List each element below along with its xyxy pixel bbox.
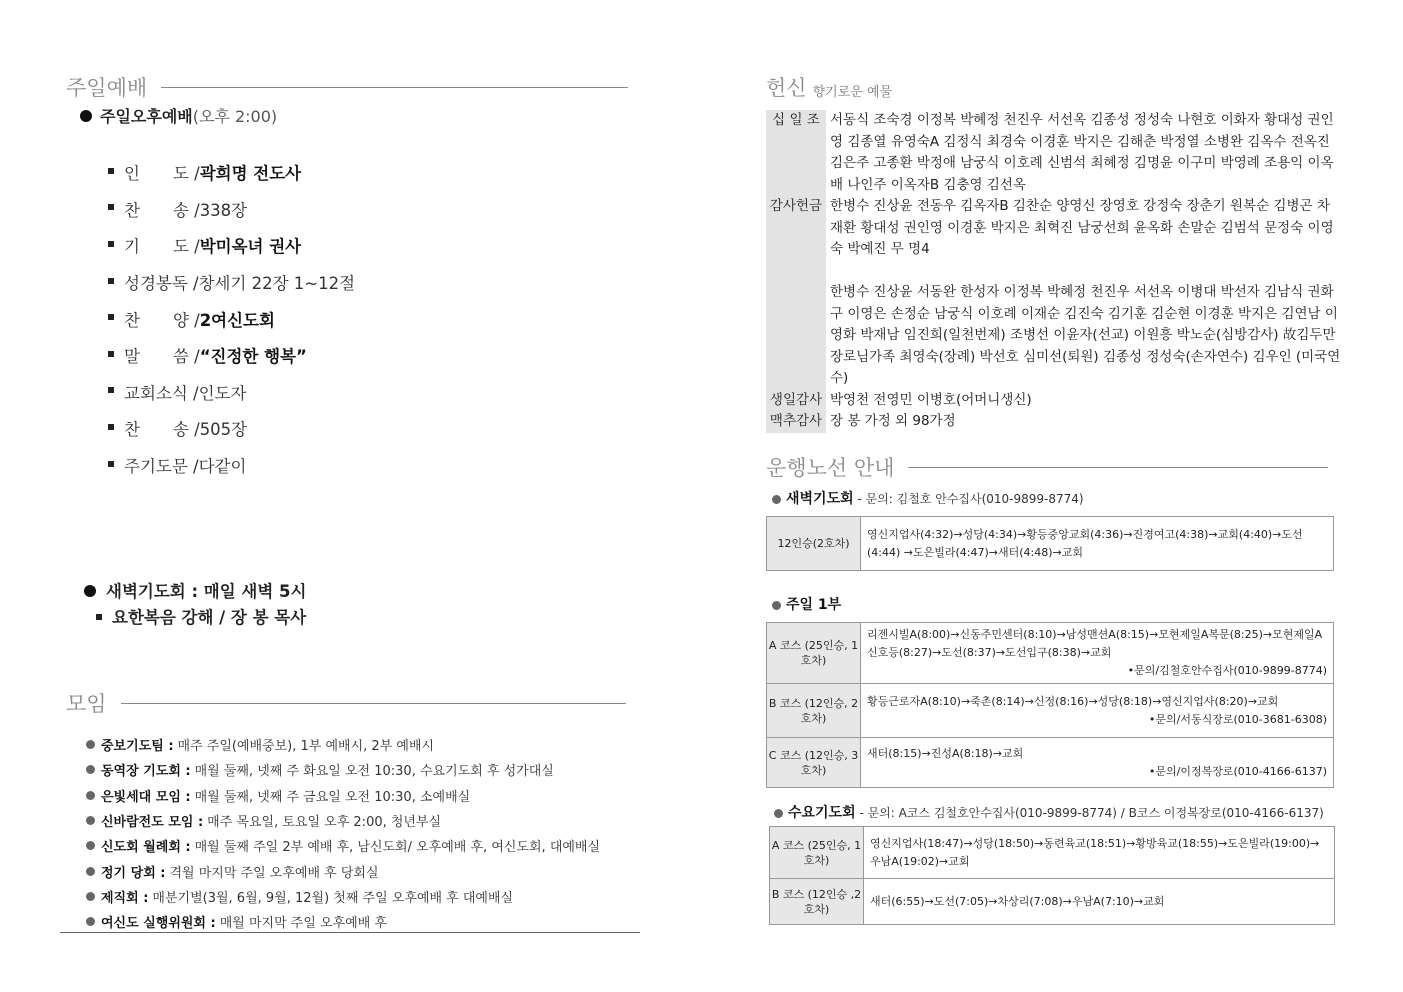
meeting-name: 정기 당회 : [101,865,166,881]
offering-row [766,110,1341,196]
route-course: 12인승(2호차) [767,517,861,571]
service-order-item [108,264,355,301]
meeting-item [86,833,600,858]
route-contact: •문의/이정복장로(010-4166-6137) [1148,764,1327,778]
route-dawn-contact: - 문의: 김철호 안수집사(010-9899-8774) [853,492,1084,506]
offering-names [826,261,1341,283]
dawn-prayer-text: 새벽기도회 : 매일 새벽 5시 [106,582,307,601]
bullet-dot-icon [772,495,781,504]
offering-heading-text: 헌신 [766,76,807,100]
page-bottom-rule [60,932,640,933]
meetings-heading-text: 모임 [66,692,107,716]
service-order-item [108,300,355,337]
bullet-square-icon [108,387,114,393]
meeting-name: 동역장 기도회 : [101,764,191,780]
meeting-detail: 매주 주일(예배중보), 1부 예배시, 2부 예배시 [177,739,435,755]
service-order-value: 박미옥녀 권사 [199,237,302,257]
service-order-value: 창세기 22장 1~12절 [198,274,356,294]
route-path-cell [861,517,1334,571]
service-title [80,104,277,127]
route-course: C 코스 (12인승, 3호차) [767,738,861,788]
offering-heading [766,72,921,102]
route-path-cell [861,738,1334,788]
offering-names: 장 봉 가정 외 98가정 [830,413,956,429]
bullet-square-icon [108,241,114,247]
route-course: B 코스 (12인승, 2호차) [767,684,861,738]
bullet-dot-icon [86,892,95,901]
service-time: (오후 2:00) [192,107,278,126]
route-path-cell [861,684,1334,738]
service-order-item [108,374,355,411]
route-path-cell [864,879,1335,925]
route-course: A 코스 (25인승, 1호차) [770,827,864,879]
route-course: B 코스 (12인승 ,2호차) [770,879,864,925]
offering-names: 서동식 조숙경 이정복 박혜정 천진우 서선옥 김종성 정성숙 나현호 이화자 황대성 권인영 김종열 유영숙A 김정식 최경숙 이경훈 박지은 김해춘 박정열 소병완 김옥수 전옥진 김은주 고종환 박정애 남궁식 이호례 신범석 최혜정 김명윤 이구미 박영례 조용익 이옥배 나인주 이옥자B 김충영 김선옥 [830,112,1334,193]
bullet-dot-icon [86,917,95,926]
bullet-dot-icon [772,601,781,610]
offering-table [766,110,1341,433]
bullet-dot-icon [86,765,95,774]
meetings-list [86,732,600,934]
bullet-dot-icon [86,867,95,876]
route-wednesday-title: 수요기도회 [788,805,856,821]
bullet-dot-icon [86,816,95,825]
route-course: A 코스 (25인승, 1호차) [767,623,861,684]
meeting-name: 중보기도팀 : [101,739,174,755]
meeting-detail: 매분기별(3월, 6월, 9월, 12월) 첫째 주일 오후예배 후 대예배실 [152,890,514,906]
offering-category: 맥추감사 [766,411,826,433]
meeting-item [86,884,600,909]
service-order-value: 338장 [199,200,248,220]
meetings-heading [66,688,626,718]
bullet-square-icon [108,424,114,430]
route-row [767,623,1334,684]
offering-names: 한병수 진상윤 전동우 김옥자B 김찬순 양영신 장영호 강정숙 장춘기 원복순 김병곤 차재환 황대성 권인영 이경훈 박지은 최혁진 남궁선희 윤옥화 손말순 김범석 문정숙 이영숙 박예진 무 명4 [830,198,1334,257]
service-order-value: 505장 [199,420,248,440]
offering-names: 한병수 진상윤 서동완 한성자 이정복 박혜정 천진우 서선옥 이병대 박선자 김남식 권화구 이영은 손정순 남궁식 이호례 이재순 김진숙 김기훈 김순현 이경훈 박지은 김연남 이영화 박재남 임진희(일천번제) 조병선 이윤자(선교) 이원흥 박노순(심방감사) 故김두만장로님가족 최영숙(장례) 박선호 심미선(퇴원) 김종성 정성숙(손자연수) 김우인 (미국연수) [830,284,1341,386]
route-contact: •문의/김철호안수집사(010-9899-8774) [1127,664,1327,677]
bullet-square-icon [108,204,114,210]
service-order-value: 인도자 [198,383,247,403]
meeting-detail: 격월 마지막 주일 오후예배 후 당회실 [169,865,379,881]
bullet-square-icon [108,278,114,284]
offering-row [766,196,1341,261]
service-order-value: “진정한 행복” [199,347,307,367]
meeting-detail: 매월 둘째 주일 2부 예배 후, 남신도회/ 오후예배 후, 여신도회, 대예배실 [194,840,601,856]
service-name: 주일오후예배 [100,107,193,126]
service-order-item [108,227,355,264]
route-path: 황등근로자A(8:10)→죽촌(8:14)→신정(8:16)→성당(8:18)→영신지업사(8:20)→교회 [867,694,1279,708]
service-order-label: 말 씀 / [124,347,200,367]
service-order-label: 찬 양 / [124,310,200,330]
bullet-square-icon [108,351,114,357]
service-order-label: 찬 송 / [124,420,200,440]
offering-category: 생일감사 [766,390,826,412]
service-order-value: 다같이 [198,457,247,477]
bullet-dot-icon [86,841,95,850]
meeting-detail: 매월 둘째, 넷째 주 화요일 오전 10:30, 수요기도회 후 성가대실 [194,764,554,780]
dawn-prayer [84,578,306,602]
route-contact: •문의/서동식장로(010-3681-6308) [1148,712,1327,726]
route-wednesday-table [769,826,1335,925]
meeting-name: 신바람전도 모임 : [101,815,204,831]
route-dawn-title: 새벽기도회 [786,491,854,507]
service-order-label: 인 도 / [124,164,200,184]
route-path: 새터(6:55)→도선(7:05)→차상리(7:08)→우남A(7:10)→교회 [870,894,1165,908]
meeting-detail: 매주 목요일, 토요일 오후 2:00, 청년부실 [207,815,442,831]
dawn-prayer-sub [96,604,306,628]
meeting-detail: 매월 둘째, 넷째 주 금요일 오전 10:30, 소예배실 [194,789,471,805]
routes-heading [766,452,1328,482]
meeting-name: 제직회 : [101,890,149,906]
service-order-item [108,337,355,374]
offering-row [766,411,1341,433]
heading-rule [161,87,628,88]
service-order-label: 성경봉독 / [124,274,199,294]
route-row [770,879,1335,925]
meeting-item [86,808,600,833]
routes-heading-text: 운행노선 안내 [766,456,895,480]
offering-category: 감사헌금 [766,196,826,261]
service-order-item [108,191,355,228]
bullet-square-icon [108,168,114,174]
offering-category: 십 일 조 [766,110,826,196]
service-order-value: 2여신도회 [199,310,275,330]
meeting-name: 신도회 월례회 : [101,840,191,856]
route-row [767,684,1334,738]
route-wednesday-header [774,802,1324,822]
service-order-item [108,447,355,484]
meeting-detail: 매월 마지막 주일 오후예배 후 [219,916,387,932]
bullet-square-icon [108,461,114,467]
bullet-dot-icon [84,585,96,597]
service-order-item [108,410,355,447]
meeting-name: 여신도 실행위원회 : [101,916,216,932]
offering-row [766,390,1341,412]
service-order-label: 교회소식 / [124,383,199,403]
service-order-label: 찬 송 / [124,200,200,220]
service-order-item [108,154,355,191]
route-sunday1-table [766,622,1334,788]
bullet-dot-icon [80,110,92,122]
route-sunday1-header [772,594,841,614]
route-path: 새터(8:15)→진성A(8:18)→교회 [867,746,1024,760]
offering-category [766,261,826,283]
bullet-square-icon [96,614,102,620]
meeting-item [86,909,600,934]
service-order-list [108,154,355,483]
heading-rule [121,703,626,704]
meeting-item [86,783,600,808]
route-row [770,827,1335,879]
offering-names: 박영천 전영민 이병호(어머니생신) [830,391,1032,408]
route-path: 영신지업사(18:47)→성당(18:50)→동련육교(18:51)→황방육교(18:55)→도은빌라(19:00)→ 우남A(19:02)→교회 [870,836,1320,868]
worship-heading-text: 주일예배 [66,76,148,100]
worship-heading [66,72,628,102]
offering-row [766,261,1341,283]
route-sunday1-title: 주일 1부 [786,597,842,613]
offering-category [766,282,826,390]
route-row [767,738,1334,788]
bullet-square-icon [108,314,114,320]
bullet-dot-icon [86,740,95,749]
heading-rule [908,467,1328,468]
route-path-cell [861,623,1334,684]
offering-row [766,282,1341,390]
route-path: 영신지업사(4:32)→성당(4:34)→황등중앙교회(4:36)→진경여고(4:38)→교회(4:40)→도선(4:44) →도은빌라(4:47)→새터(4:48)→교회 [867,527,1303,559]
bullet-dot-icon [86,791,95,800]
route-dawn-table [766,516,1334,571]
route-path-cell [864,827,1335,879]
service-order-label: 기 도 / [124,237,200,257]
route-dawn-header [772,488,1084,508]
service-order-label: 주기도문 / [124,457,199,477]
route-path: 리젠시빌A(8:00)→신동주민센터(8:10)→남성맨션A(8:15)→모현제일A복문(8:25)→모현제일A 신호등(8:27)→도선(8:37)→도선입구(8:38)→교회 [867,628,1323,659]
bullet-dot-icon [774,809,783,818]
meeting-name: 은빛세대 모임 : [101,789,191,805]
route-wednesday-contact: - 문의: A코스 김철호안수집사(010-9899-8774) / B코스 이정복장로(010-4166-6137) [855,806,1324,820]
meeting-item [86,757,600,782]
meeting-item [86,732,600,757]
service-order-value: 곽희명 전도사 [199,164,302,184]
dawn-prayer-sub-text: 요한복음 강해 / 장 봉 목사 [112,608,307,627]
offering-subheading: 향기로운 예물 [812,84,893,100]
meeting-item [86,858,600,883]
route-row [767,517,1334,571]
